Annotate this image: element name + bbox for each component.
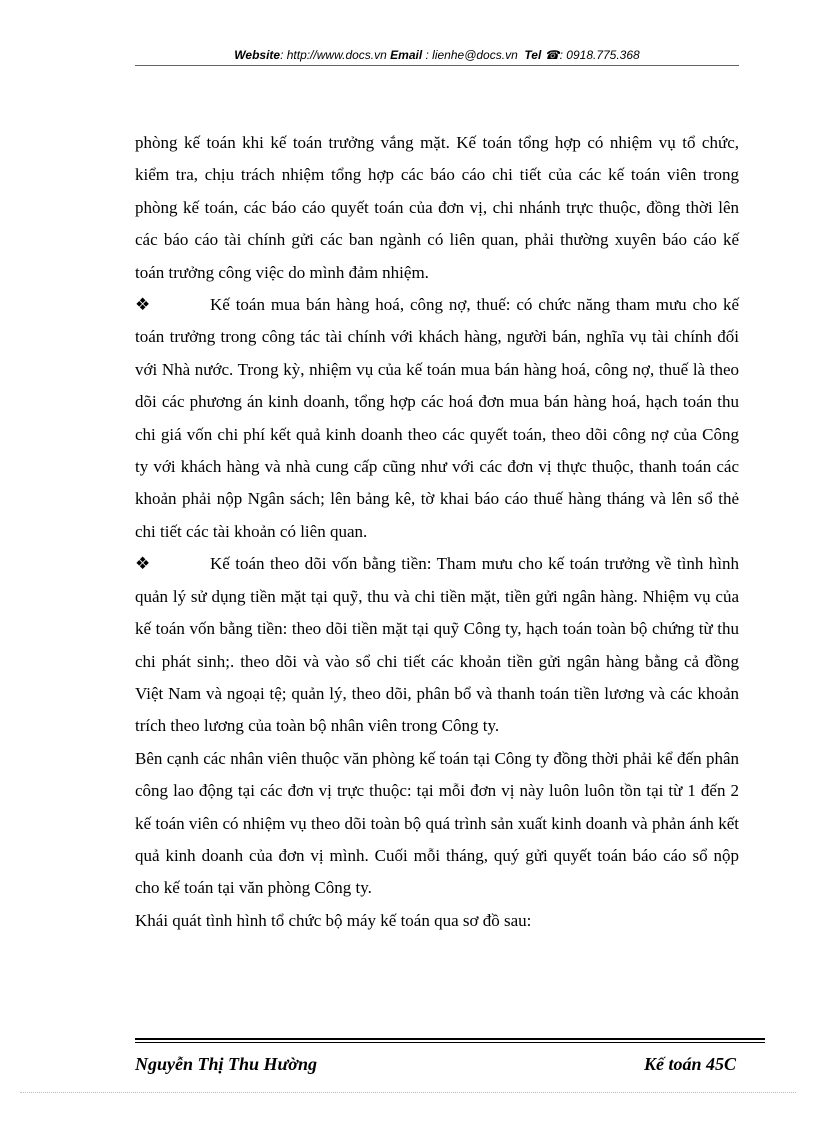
diamond-bullet-icon: ❖	[135, 295, 151, 315]
footer-author: Nguyễn Thị Thu Hường	[135, 1054, 317, 1074]
paragraph-3-text: Kế toán theo dõi vốn bằng tiền: Tham mưu cho kế toán trưởng về tình hình quản lý sử dụng tiền mặt tại quỹ, thu và chi tiền mặt, tiền gửi ngân hàng. Nhiệm vụ của kế toán vốn bằng tiền: theo dõi tiền mặt tại quỹ Công ty, hạch toán toàn bộ chứng từ thu chi phát sinh;. theo dõi và vào sổ chi tiết các khoản tiền gửi ngân hàng bằng cả đồng Việt Nam và ngoại tệ; quản lý, theo dõi, phân bổ và thanh toán tiền lương và các khoản trích theo lương của toàn bộ nhân viên trong Công ty.	[135, 554, 739, 736]
tel-value: : 0918.775.368	[559, 48, 640, 62]
footer-divider-thick	[135, 1038, 765, 1040]
diamond-bullet-icon: ❖	[135, 554, 151, 574]
paragraph-5: Khái quát tình hình tổ chức bộ máy kế toán qua sơ đồ sau:	[135, 910, 532, 930]
email-separator: :	[422, 48, 433, 62]
email-value[interactable]: lienhe@docs.vn	[432, 48, 518, 62]
paragraph-2-text: Kế toán mua bán hàng hoá, công nợ, thuế: có chức năng tham mưu cho kế toán trưởng trong công tác tài chính với khách hàng, người bán, nghĩa vụ tài chính đối với Nhà nước. Trong kỳ, nhiệm vụ của kế toán mua bán hàng hoá, công nợ, thuế là theo dõi các phương án kinh doanh, tổng hợp các hoá đơn mua bán hàng hoá, hạch toán thu chi giá vốn chi phí kết quả kinh doanh theo các quyết toán, theo dõi công nợ của Công ty với khách hàng và nhà cung cấp cũng như với các đơn vị thực thuộc, thanh toán các khoản phải nộp Ngân sách; lên bảng kê, tờ khai báo cáo thuế hàng tháng và lên sổ thẻ chi tiết các tài khoản có liên quan.	[135, 295, 739, 541]
email-label: Email	[390, 48, 423, 62]
header-divider	[135, 65, 739, 66]
footer-divider-thin	[135, 1042, 765, 1043]
paragraph-4: Bên cạnh các nhân viên thuộc văn phòng kế toán tại Công ty đồng thời phải kể đến phân công lao động tại các đơn vị trực thuộc: tại mỗi đơn vị này luôn luôn tồn tại từ 1 đến 2 kế toán viên có nhiệm vụ theo dõi toàn bộ quá trình sản xuất kinh doanh và phản ánh kết quả kinh doanh của đơn vị mình. Cuối mỗi tháng, quý gửi quyết toán báo cáo sổ nộp cho kế toán tại văn phòng Công ty.	[135, 748, 739, 898]
document-body	[135, 127, 739, 937]
phone-icon: ☎	[544, 48, 560, 62]
page-edge-line	[20, 1092, 796, 1093]
tel-label: Tel	[524, 48, 542, 62]
paragraph-1: phòng kế toán khi kế toán trưởng vắng mặt. Kế toán tổng hợp có nhiệm vụ tổ chức, kiểm tra, chịu trách nhiệm tổng hợp các báo cáo chi tiết của các kế toán viên trong phòng kế toán, các báo cáo quyết toán của đơn vị, chi nhánh trực thuộc, đồng thời lên các báo cáo tài chính gửi các ban ngành có liên quan, phải thường xuyên báo cáo kế toán trưởng công việc do mình đảm nhiệm.	[135, 133, 739, 282]
website-label: Website	[234, 48, 281, 62]
paragraph-2	[135, 289, 739, 548]
page-header	[135, 47, 739, 63]
footer-class: Kế toán 45C	[643, 1054, 736, 1074]
website-url[interactable]: http://www.docs.vn	[286, 48, 387, 62]
website-separator: :	[280, 48, 287, 62]
paragraph-3	[135, 548, 739, 742]
